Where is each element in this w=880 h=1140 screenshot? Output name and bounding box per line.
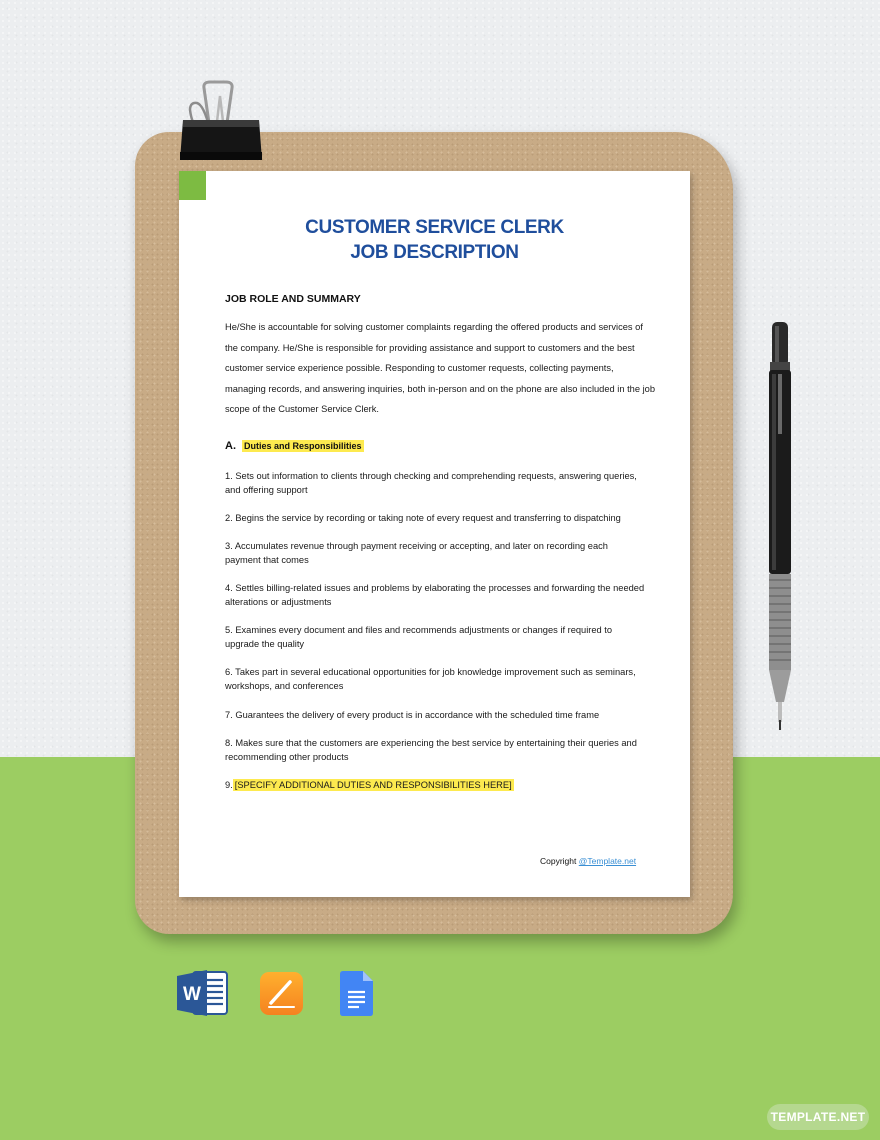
duty-item-9 bbox=[225, 778, 645, 792]
binder-clip-icon bbox=[180, 80, 262, 164]
duty-item: 4. Settles billing-related issues and problems by elaborating the processes and forwarding the needed alterations or adjustments bbox=[225, 583, 645, 607]
template-net-badge[interactable]: TEMPLATE.NET bbox=[767, 1104, 869, 1130]
copyright-label: Copyright bbox=[540, 856, 577, 866]
duty-item: 5. Examines every document and files and recommends adjustments or changes if required to upgrade the quality bbox=[225, 625, 613, 649]
word-icon[interactable] bbox=[177, 970, 229, 1016]
title-line-1: CUSTOMER SERVICE CLERK bbox=[305, 217, 564, 238]
google-docs-icon[interactable] bbox=[340, 971, 373, 1016]
duty-item: 6. Takes part in several educational opportunities for job knowledge improvement such as seminars, workshops, and conferences bbox=[225, 667, 636, 691]
duty-item: 7. Guarantees the delivery of every product is in accordance with the scheduled time frame bbox=[225, 710, 600, 720]
duty-item: 8. Makes sure that the customers are experiencing the best service by entertaining their queries and recommending other products bbox=[225, 738, 637, 762]
copyright-line bbox=[540, 856, 636, 866]
duties-heading-label: Duties and Responsibilities bbox=[244, 441, 362, 451]
duty-item: 1. Sets out information to clients through checking and comprehending requests, answering queries, and offering support bbox=[225, 471, 637, 495]
title-line-2: JOB DESCRIPTION bbox=[350, 242, 519, 263]
duty-item: 3. Accumulates revenue through payment receiving or accepting, and later on recording each payment that comes bbox=[225, 541, 608, 565]
pages-icon[interactable] bbox=[260, 972, 303, 1015]
mechanical-pencil-icon bbox=[760, 322, 800, 732]
section-heading: JOB ROLE AND SUMMARY bbox=[225, 293, 361, 305]
duties-heading bbox=[225, 440, 364, 452]
copyright-link[interactable]: @Template.net bbox=[578, 856, 637, 866]
corner-accent bbox=[179, 171, 206, 200]
svg-text:W: W bbox=[183, 984, 201, 1005]
summary-paragraph: He/She is accountable for solving customer complaints regarding the offered products and services of the company. He/She is responsible for providing assistance and support to customers and the best customer service experience possible. Responding to customer requests, collecting payments, managing records, and answering inquiries, both in-person and on the phone are also included in the job scope of the Customer Service Clerk. bbox=[225, 322, 656, 415]
document-title bbox=[179, 215, 690, 265]
duty-item: 2. Begins the service by recording or taking note of every request and transferring to dispatching bbox=[225, 513, 621, 523]
duty-9-placeholder: [SPECIFY ADDITIONAL DUTIES AND RESPONSIBILITIES HERE] bbox=[234, 780, 512, 790]
document-page bbox=[179, 171, 690, 897]
duties-letter: A. bbox=[225, 440, 236, 452]
duty-9-number: 9. bbox=[225, 780, 233, 790]
